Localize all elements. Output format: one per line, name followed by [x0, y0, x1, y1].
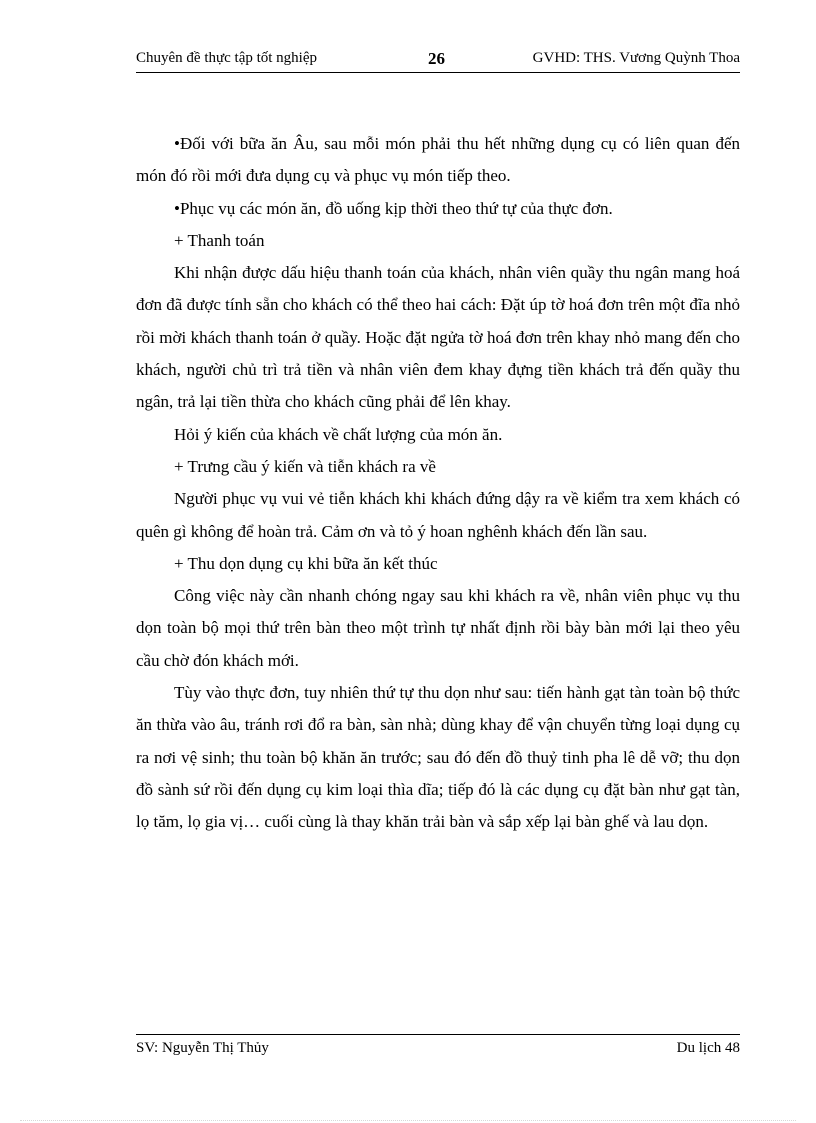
paragraph: Công việc này cần nhanh chóng ngay sau khi khách ra về, nhân viên phục vụ thu dọn toàn bộ mọi thứ trên bàn theo một trình tự nhất định rồi bày bàn mới lại theo yêu cầu chờ đón khách mới.: [136, 586, 740, 670]
page-edge-divider: [20, 1120, 796, 1121]
paragraph: Người phục vụ vui vẻ tiễn khách khi khách đứng dậy ra về kiểm tra xem khách có quên gì không để hoàn trả. Cảm ơn và tỏ ý hoan nghênh khách đến lần sau.: [136, 489, 740, 541]
paragraph: •Đối với bữa ăn Âu, sau mỗi món phải thu hết những dụng cụ có liên quan đến món đó rồi mới đưa dụng cụ và phục vụ món tiếp theo.: [136, 134, 740, 186]
paragraph: Khi nhận được dấu hiệu thanh toán của khách, nhân viên quầy thu ngân mang hoá đơn đã được tính sẵn cho khách có thể theo hai cách: Đặt úp tờ hoá đơn trên một đĩa nhỏ rồi mời khách thanh toán ở quầy. Hoặc đặt ngửa tờ hoá đơn trên khay nhỏ mang đến cho khách, người chủ trì trả tiền và nhân viên đem khay đựng tiền khách trả đến quầy thu ngân, trả lại tiền thừa cho khách cũng phải để lên khay.: [136, 263, 740, 412]
paragraph: Tùy vào thực đơn, tuy nhiên thứ tự thu dọn như sau: tiến hành gạt tàn toàn bộ thức ăn thừa vào âu, tránh rơi đổ ra bàn, sàn nhà; dùng khay để vận chuyển từng loại dụng cụ ra nơi vệ sinh; thu toàn bộ khăn ăn trước; sau đó đến đồ thuỷ tinh pha lê dễ vỡ; thu dọn đồ sành sứ rồi đến dụng cụ kim loại thìa dĩa; tiếp đó là các dụng cụ đặt bàn như gạt tàn, lọ tăm, lọ gia vị… cuối cùng là thay khăn trải bàn và sắp xếp lại bàn ghế và lau dọn.: [136, 683, 740, 832]
header-advisor: GVHD: THS. Vương Quỳnh Thoa: [532, 50, 740, 66]
document-body: [136, 128, 740, 839]
footer-divider: [136, 1034, 740, 1035]
footer-class: Du lịch 48: [676, 1040, 740, 1056]
paragraph: + Thu dọn dụng cụ khi bữa ăn kết thúc: [174, 553, 438, 573]
paragraph: •Phục vụ các món ăn, đồ uống kịp thời theo thứ tự của thực đơn.: [174, 198, 613, 218]
page-header: [136, 46, 740, 72]
paragraph: + Trưng cầu ý kiến và tiễn khách ra về: [174, 456, 436, 476]
header-title: Chuyên đề thực tập tốt nghiệp: [136, 50, 318, 66]
paragraph: + Thanh toán: [174, 230, 265, 250]
footer-student: SV: Nguyễn Thị Thủy: [136, 1040, 269, 1056]
paragraph: Hỏi ý kiến của khách về chất lượng của món ăn.: [174, 424, 503, 444]
header-divider: [136, 72, 740, 73]
page-number: 26: [428, 49, 445, 68]
